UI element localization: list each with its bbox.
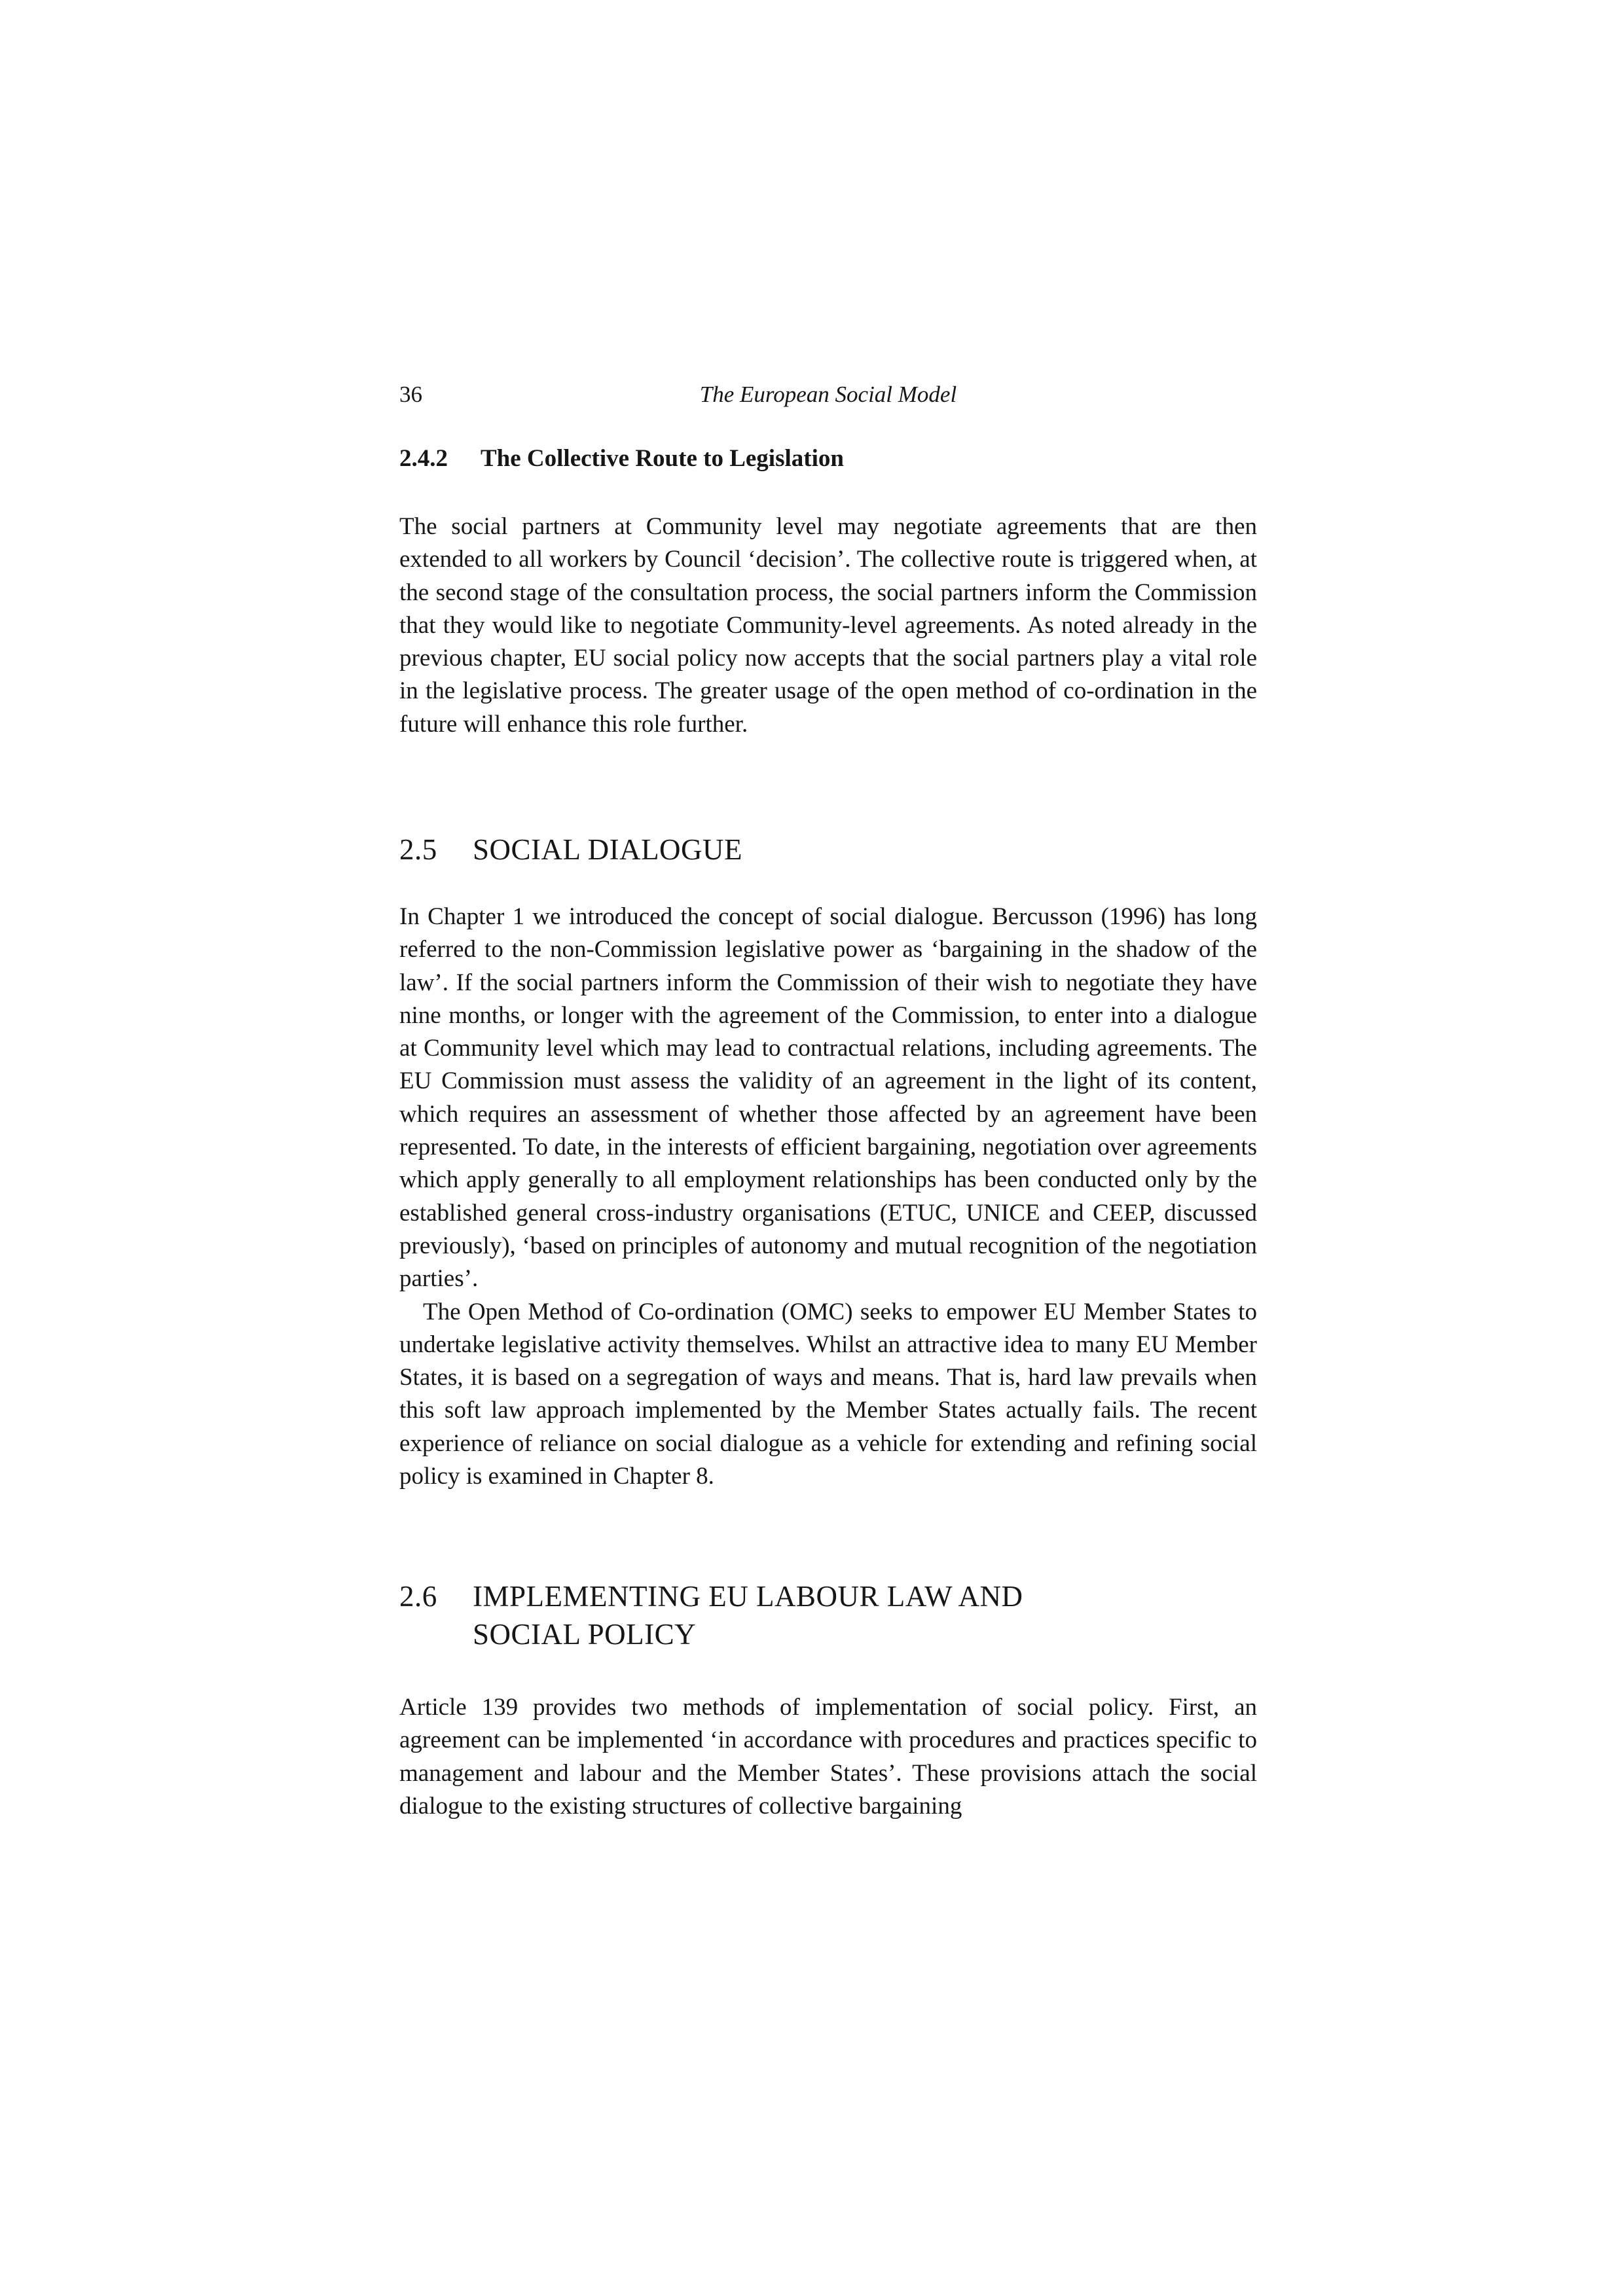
section-heading-2-6 <box>399 1577 1257 1653</box>
running-head <box>399 378 1257 411</box>
section-heading-2-5 <box>399 831 1257 869</box>
section-body-2-5 <box>399 901 1257 1493</box>
subsection-number: 2.4.2 <box>399 445 448 472</box>
paragraph-social-dialogue-2: The Open Method of Co-ordination (OMC) seeks to empower EU Member States to undertake legislative activity themselves. Whilst an attractive idea to many EU Member States, it is based on a segregation of ways and means. That is, hard law prevails when this soft law approach implemented by the Member States actually fails. The recent experience of reliance on social dialogue as a vehicle for extending and refining social policy is examined in Chapter 8. <box>399 1298 1257 1490</box>
book-title: The European Social Model <box>699 382 957 407</box>
subsection-title: The Collective Route to Legislation <box>481 445 844 472</box>
page-number: 36 <box>399 382 422 407</box>
paragraph-collective-route: The social partners at Community level may negotiate agreements that are then extended to all workers by Council ‘decision’. The collective route is triggered when, at the second stage of the consultation process, the social partners inform the Commission that they would like to negotiate Community-level agreements. As noted already in the previous chapter, EU social policy now accepts that the social partners play a vital role in the legislative process. The greater usage of the open method of co-ordination in the future will enhance this role further. <box>399 513 1257 738</box>
paragraph-implementing: Article 139 provides two methods of implementation of social policy. First, an agreement can be implemented ‘in accordance with procedures and practices specific to management and labour and the Member States’. These provisions attach the social dialogue to the existing structures of collective bargaining <box>399 1694 1257 1820</box>
section-title-line-1: IMPLEMENTING EU LABOUR LAW AND <box>473 1580 1023 1613</box>
section-number: 2.6 <box>399 1580 437 1613</box>
section-title: SOCIAL DIALOGUE <box>473 833 743 866</box>
section-number: 2.5 <box>399 833 437 866</box>
section-title-line-2: SOCIAL POLICY <box>473 1618 697 1651</box>
subsection-heading-2-4-2 <box>399 442 1257 475</box>
paragraph-social-dialogue-1: In Chapter 1 we introduced the concept of social dialogue. Bercusson (1996) has long referred to the non-Commission legislative power as ‘bargaining in the shadow of the law’. If the social partners inform the Commission of their wish to negotiate they have nine months, or longer with the agreement of the Commission, to enter into a dialogue at Community level which may lead to contractual relations, including agreements. The EU Commission must assess the validity of an agreement in the light of its content, which requires an assessment of whether those affected by an agreement have been represented. To date, in the interests of efficient bargaining, negotiation over agreements which apply generally to all employment relationships has been conducted only by the established general cross-industry organisations (ETUC, UNICE and CEEP, discussed previously), ‘based on principles of autonomy and mutual recognition of the negotiation parties’. <box>399 903 1257 1293</box>
